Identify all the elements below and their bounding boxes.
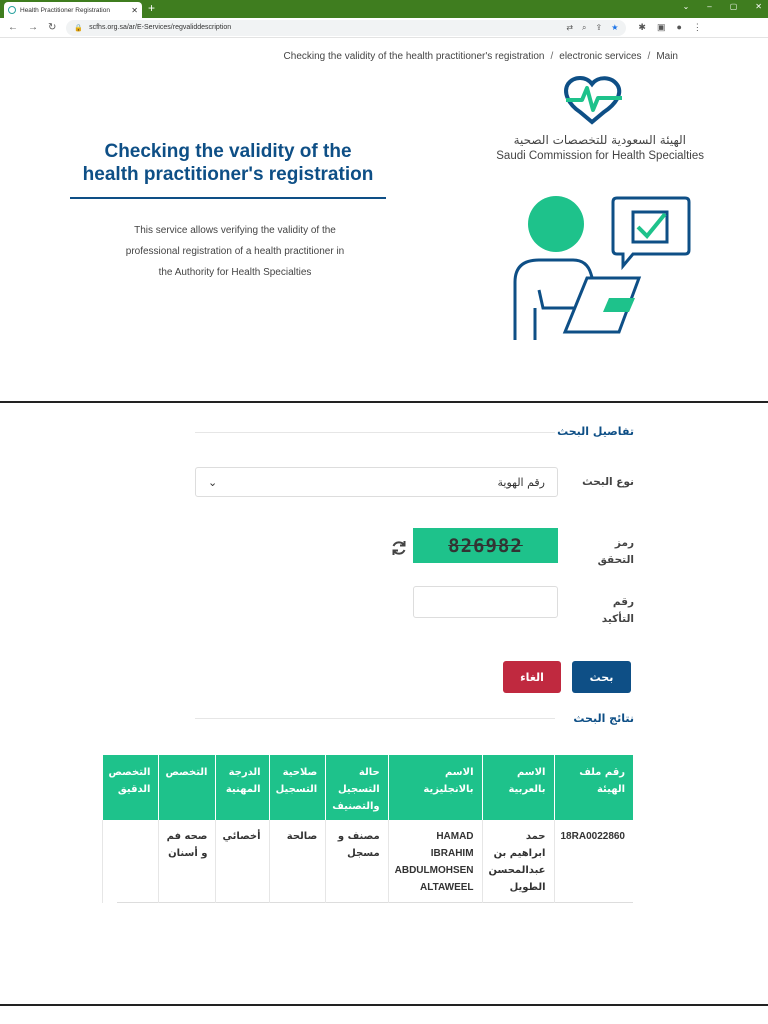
search-results-title: نتائج البحث [573,712,634,725]
section-divider [0,401,768,403]
toolbar-icons [638,22,702,33]
confirm-label-line: رقم [612,596,634,608]
table-row [102,820,633,903]
minimize-icon[interactable]: – [707,2,712,11]
refresh-captcha-icon[interactable] [389,538,409,558]
forward-icon[interactable]: → [28,22,38,33]
chevron-down-icon: ⌄ [208,475,218,489]
browser-tabstrip [0,0,768,18]
captcha-label-line: رمز [614,537,634,549]
section-rule [195,718,555,719]
results-table-container[interactable] [108,755,633,903]
page-title-line: health practitioner's registration [82,164,374,185]
column-header: صلاحية التسجيل [269,755,326,820]
maximize-icon[interactable]: ▢ [729,2,738,11]
cell-specialty: صحه فم و أسنان [159,820,216,903]
cell-registration-status: مصنف و مسجل [326,820,388,903]
close-tab-icon[interactable]: ✕ [131,5,138,15]
back-icon[interactable]: ← [8,22,18,33]
column-header: التخصص الدقيق [102,755,159,820]
new-tab-button[interactable]: + [148,1,156,15]
translate-icon[interactable]: ⇄ [566,22,574,32]
breadcrumb-separator: / [647,51,651,62]
url-text: scfhs.org.sa/ar/E-Services/regvaliddescription [89,24,232,31]
column-header: التخصص [159,755,216,820]
cancel-button[interactable]: الغاء [503,661,561,693]
close-window-icon[interactable]: ✕ [755,2,762,11]
breadcrumb [284,51,678,62]
page-title [60,140,396,186]
site-favicon-icon [8,6,16,14]
org-name-english: Saudi Commission for Health Specialties [496,150,704,162]
column-header: الاسم بالعربية [482,755,554,820]
menu-icon[interactable]: ⋮ [692,22,702,32]
reload-icon[interactable]: ↻ [48,22,57,33]
address-bar[interactable] [66,20,626,36]
browser-toolbar [0,18,768,38]
search-type-select[interactable] [195,467,558,497]
column-header: الاسم بالانجليزية [388,755,482,820]
breadcrumb-item-current: Checking the validity of the health practitioner's registration [283,51,545,62]
lock-icon[interactable]: 🔒 [74,24,84,32]
table-header-row [102,755,633,820]
practitioner-checklist-illustration-icon [505,190,695,355]
org-name-arabic: الهيئة السعودية للتخصصات الصحية [513,133,686,147]
results-table [102,755,633,903]
cell-name-arabic: حمد ابراهيم بن عبدالمحسن الطويل [482,820,554,903]
extensions-icon[interactable]: ✱ [638,22,646,32]
sidepanel-icon[interactable]: ▣ [656,22,666,32]
column-header: الدرجة المهنية [216,755,269,820]
description-line: This service allows verifying the validity of the [134,225,336,236]
breadcrumb-item-electronic-services[interactable]: electronic services [559,51,642,62]
tab-search-icon[interactable]: ⌄ [682,2,690,11]
scfhs-logo-icon[interactable] [560,74,626,128]
profile-icon[interactable]: ● [676,22,682,32]
page-bottom-divider [0,1004,768,1006]
confirm-code-input[interactable] [413,586,558,618]
browser-tab[interactable] [4,2,142,18]
column-header: رقم ملف الهيئة [554,755,633,820]
cell-professional-degree: أخصائي [216,820,269,903]
zoom-icon[interactable]: ⌕ [582,22,587,32]
nav-buttons [0,22,56,33]
description-line: professional registration of a health practitioner in [125,246,345,257]
search-type-value: رقم الهوية [497,475,545,489]
tab-title: Health Practitioner Registration [20,6,110,14]
column-header: حالة التسجيل والتصنيف [326,755,388,820]
confirm-code-label [602,594,634,628]
omnibox-icons [566,23,618,33]
page-description [95,220,375,283]
share-icon[interactable]: ⇪ [595,22,603,32]
confirm-label-line: التأكيد [601,613,634,625]
cell-file-number: 18RA0022860 [554,820,633,903]
page-title-line: Checking the validity of the [104,141,352,162]
captcha-label-line: التحقق [597,554,634,566]
cell-validity: صالحة [269,820,326,903]
breadcrumb-item-main[interactable]: Main [656,51,678,62]
section-rule [195,432,555,433]
cell-sub-specialty [102,820,159,903]
search-type-label: نوع البحث [582,476,634,488]
description-line: the Authority for Health Specialties [158,267,312,278]
search-button[interactable]: بحث [572,661,631,693]
bookmark-star-icon[interactable]: ★ [611,22,619,32]
breadcrumb-separator: / [550,51,554,62]
captcha-image: 826982 [413,528,558,563]
captcha-label [598,535,634,569]
cell-name-english: HAMAD IBRAHIM ABDULMOHSEN ALTAWEEL [388,820,482,903]
window-controls [683,2,762,11]
title-underline [70,197,386,199]
search-details-title: تفاصيل البحث [557,425,634,438]
